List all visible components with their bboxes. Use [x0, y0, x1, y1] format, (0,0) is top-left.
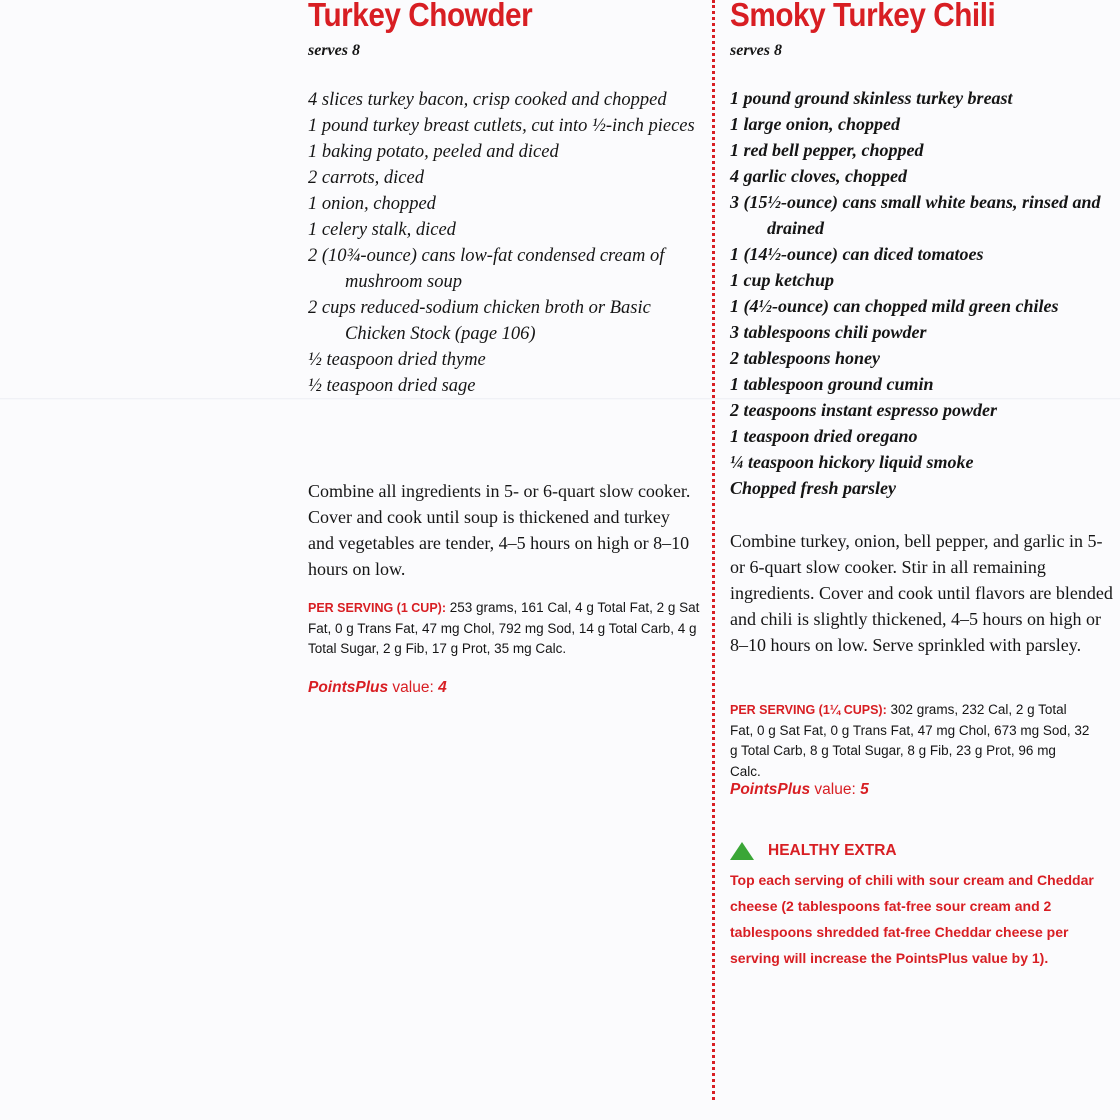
ingredient: ½ teaspoon dried thyme: [308, 350, 486, 370]
ingredient: 2 tablespoons honey: [730, 348, 881, 368]
serves-count: serves 8: [730, 42, 782, 59]
recipe-title: Turkey Chowder: [308, 0, 533, 33]
recipe-title: Smoky Turkey Chili: [730, 0, 996, 33]
points-label: PointsPlus: [730, 781, 811, 798]
nutrition-values: 253 grams, 161 Cal, 4 g Total Fat, 2 g Sat Fat, 0 g Trans Fat, 47 mg Chol, 792 mg Sod, 14 g Total Carb, 4 g Total Sugar, 2 g Fib, 17 g Prot, 35 mg Calc.: [308, 600, 700, 656]
points-number: 5: [860, 781, 869, 798]
ingredient: ½ teaspoon dried sage: [308, 376, 476, 396]
healthy-extra-body: Top each serving of chili with sour cream and Cheddar cheese (2 tablespoons fat-free sour cream and 2 tablespoons shredded fat-free Cheddar cheese per serving will increase the PointsPlus value by 1).: [730, 872, 1094, 966]
ingredient: 1 tablespoon ground cumin: [730, 374, 934, 394]
ingredient: 3 (15½-ounce) cans small white beans, rinsed and drained: [730, 192, 1101, 238]
ingredient: ¼ teaspoon hickory liquid smoke: [730, 452, 974, 472]
ingredient: 2 carrots, diced: [308, 168, 424, 188]
ingredient-list: [308, 87, 700, 399]
nutrition-label: PER SERVING (1 CUP):: [308, 601, 446, 615]
ingredient: 1 red bell pepper, chopped: [730, 140, 924, 160]
healthy-extra-title: HEALTHY EXTRA: [768, 842, 897, 859]
ingredient: 1 teaspoon dried oregano: [730, 426, 918, 446]
ingredient: 2 cups reduced-sodium chicken broth or Basic Chicken Stock (page 106): [308, 298, 651, 344]
ingredient: 1 pound ground skinless turkey breast: [730, 88, 1013, 108]
serves-count: serves 8: [308, 42, 360, 59]
points-label: PointsPlus: [308, 679, 389, 696]
green-triangle-icon: [730, 842, 754, 860]
points-text: value:: [814, 781, 856, 798]
ingredient: 1 baking potato, peeled and diced: [308, 142, 559, 162]
ingredient: 1 onion, chopped: [308, 194, 436, 214]
ingredient: 4 garlic cloves, chopped: [730, 166, 907, 186]
ingredient: 2 teaspoons instant espresso powder: [730, 400, 998, 420]
dotted-divider: [712, 0, 715, 1100]
nutrition-values: 302 grams, 232 Cal, 2 g Total Fat, 0 g Sat Fat, 0 g Trans Fat, 47 mg Chol, 673 mg Sod, 32 g Total Carb, 8 g Total Sugar, 8 g Fib, 23 g Prot, 96 mg Calc.: [730, 702, 1090, 779]
ingredient: 1 (4½-ounce) can chopped mild green chiles: [730, 296, 1059, 316]
ingredient-list: [730, 85, 1118, 501]
ingredient: 1 pound turkey breast cutlets, cut into ½-inch pieces: [308, 116, 695, 136]
ingredient: 1 large onion, chopped: [730, 114, 901, 134]
directions: Combine turkey, onion, bell pepper, and garlic in 5- or 6-quart slow cooker. Stir in all remaining ingredients. Cover and cook until flavors are blended and chili is slightly thickened, 4–5 hours on high or 8–10 hours on low. Serve sprinkled with parsley.: [730, 531, 1113, 655]
points-value: [730, 781, 869, 799]
nutrition-info: [730, 700, 1090, 782]
points-text: value:: [392, 679, 434, 696]
ingredient: 4 slices turkey bacon, crisp cooked and chopped: [308, 90, 667, 110]
points-number: 4: [438, 679, 447, 696]
ingredient: 1 celery stalk, diced: [308, 220, 456, 240]
nutrition-label: PER SERVING (1¼ CUPS):: [730, 703, 887, 717]
ingredient: 1 cup ketchup: [730, 270, 835, 290]
ingredient: Chopped fresh parsley: [730, 478, 896, 498]
ingredient: 1 (14½-ounce) can diced tomatoes: [730, 244, 984, 264]
ingredient: 2 (10¾-ounce) cans low-fat condensed cream of mushroom soup: [308, 246, 665, 292]
healthy-extra-heading: [730, 842, 897, 860]
nutrition-info: [308, 598, 700, 660]
ingredient: 3 tablespoons chili powder: [730, 322, 927, 342]
directions: Combine all ingredients in 5- or 6-quart slow cooker. Cover and cook until soup is thickened and turkey and vegetables are tender, 4–5 hours on high or 8–10 hours on low.: [308, 481, 691, 579]
points-value: [308, 679, 447, 697]
